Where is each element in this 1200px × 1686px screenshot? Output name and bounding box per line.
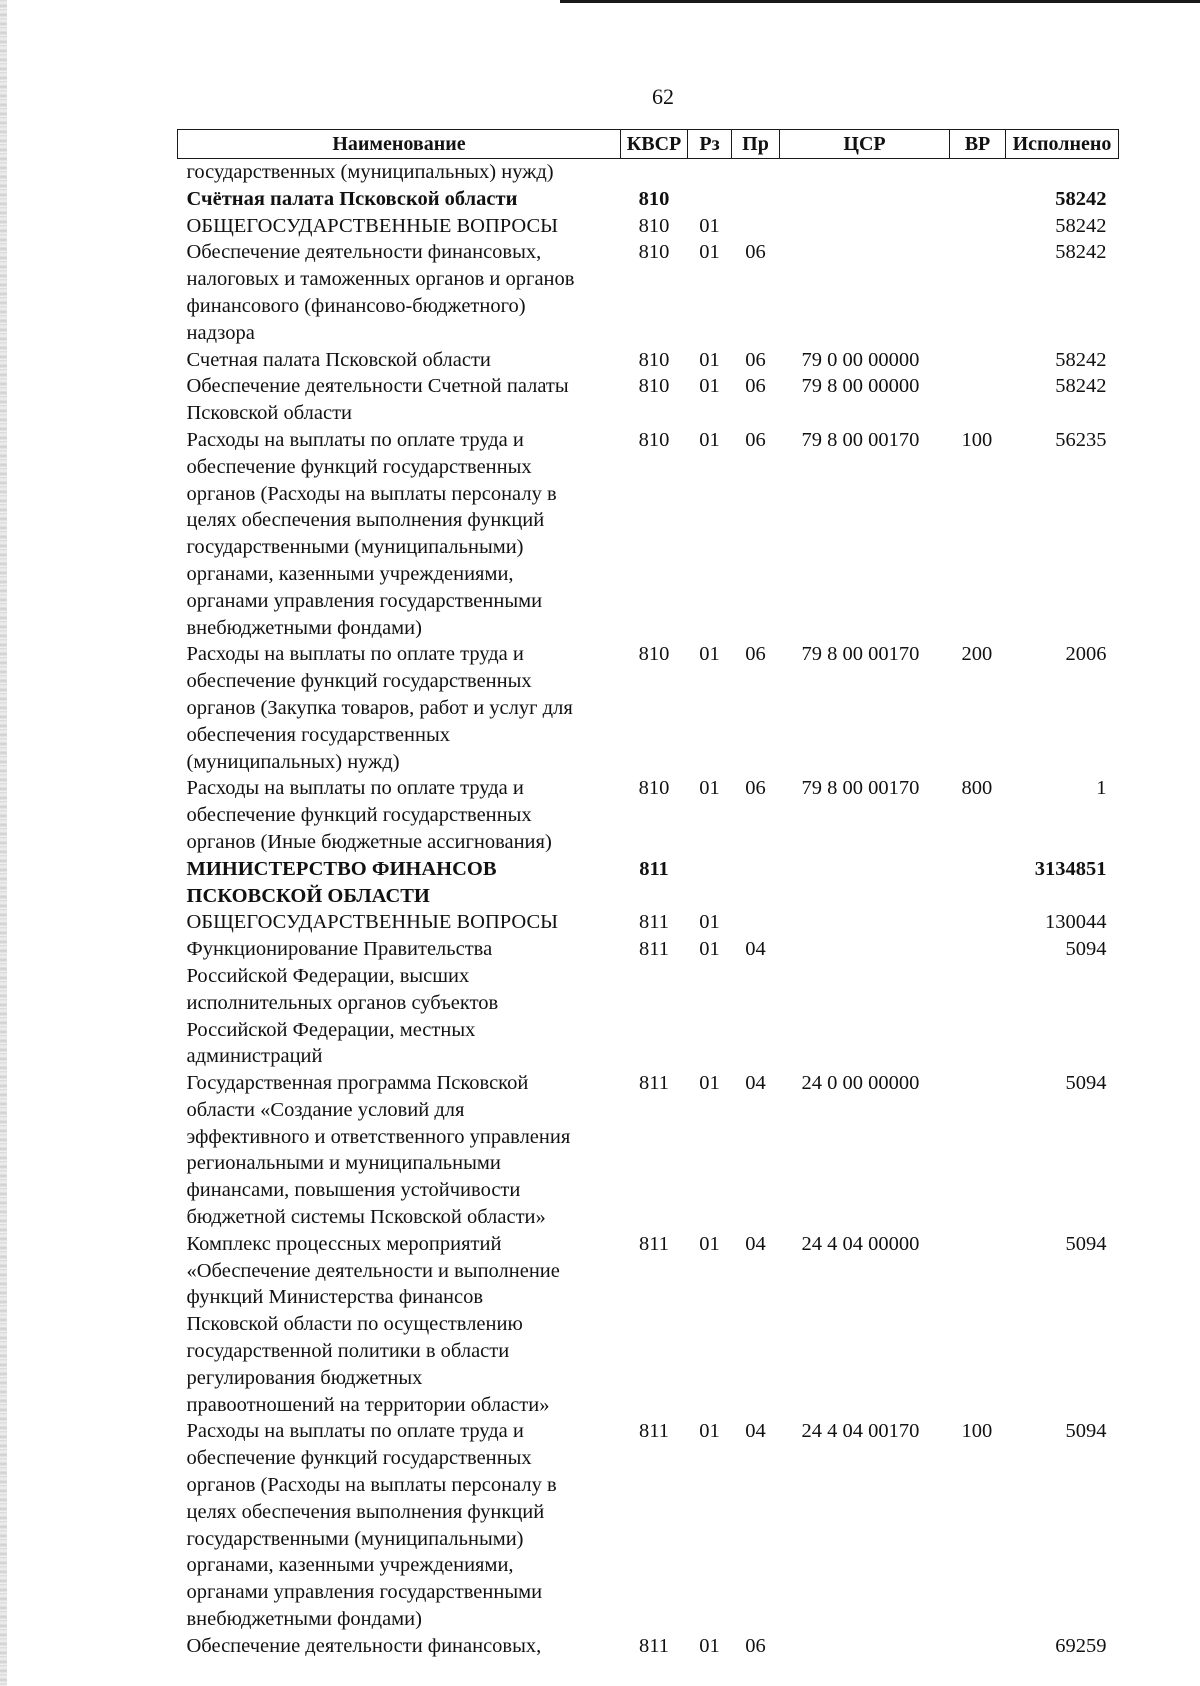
cell-kvsr: 810 bbox=[638, 187, 670, 210]
cell-csr bbox=[780, 856, 950, 910]
cell-pr: 06 bbox=[745, 375, 766, 398]
cell-name: Государственная программа Псковской области «Создание условий для эффективного и ответственного управления региональными и муниципальными финансами, повышения устойчивости бюджетной системы Псковской области» bbox=[186, 1072, 571, 1229]
cell-csr: 24 4 04 00000 bbox=[801, 1232, 920, 1255]
cell-vr: 100 bbox=[961, 1420, 993, 1443]
table-row bbox=[178, 427, 1119, 641]
table-row bbox=[178, 186, 1119, 213]
page-number: 62 bbox=[652, 84, 674, 109]
table-row bbox=[178, 1070, 1119, 1231]
cell-isp: 5094 bbox=[1065, 1072, 1107, 1095]
cell-kvsr bbox=[621, 159, 688, 186]
cell-vr bbox=[950, 213, 1006, 240]
cell-rz: 01 bbox=[699, 938, 720, 961]
cell-rz: 01 bbox=[699, 348, 720, 371]
cell-vr bbox=[950, 909, 1006, 936]
cell-csr: 79 8 00 00170 bbox=[801, 777, 920, 800]
cell-isp: 58242 bbox=[1055, 375, 1107, 398]
cell-name: МИНИСТЕРСТВО ФИНАНСОВ ПСКОВСКОЙ ОБЛАСТИ bbox=[186, 857, 497, 907]
header-pr: Пр bbox=[732, 130, 780, 159]
cell-kvsr: 810 bbox=[638, 241, 670, 264]
cell-isp: 56235 bbox=[1055, 428, 1107, 451]
cell-vr: 100 bbox=[961, 428, 993, 451]
cell-pr bbox=[732, 186, 780, 213]
table-row bbox=[178, 239, 1119, 346]
cell-vr bbox=[950, 239, 1006, 346]
cell-rz: 01 bbox=[699, 643, 720, 666]
cell-kvsr: 810 bbox=[638, 428, 670, 451]
top-rule bbox=[560, 0, 1200, 3]
cell-name: ОБЩЕГОСУДАРСТВЕННЫЕ ВОПРОСЫ bbox=[186, 911, 559, 934]
cell-rz: 01 bbox=[699, 428, 720, 451]
cell-rz: 01 bbox=[699, 1634, 720, 1657]
cell-name: Обеспечение деятельности Счетной палаты Псковской области bbox=[186, 375, 569, 425]
cell-kvsr: 811 bbox=[639, 938, 669, 961]
cell-kvsr: 810 bbox=[638, 643, 670, 666]
cell-vr bbox=[950, 373, 1006, 427]
scan-edge bbox=[0, 0, 7, 1686]
cell-csr bbox=[780, 159, 950, 186]
table-row bbox=[178, 775, 1119, 855]
cell-kvsr: 811 bbox=[639, 1232, 669, 1255]
cell-isp: 69259 bbox=[1055, 1634, 1107, 1657]
cell-csr: 79 0 00 00000 bbox=[801, 348, 920, 371]
cell-pr: 06 bbox=[745, 241, 766, 264]
cell-rz: 01 bbox=[699, 241, 720, 264]
cell-kvsr: 811 bbox=[639, 1420, 669, 1443]
cell-vr bbox=[950, 856, 1006, 910]
cell-vr bbox=[950, 1070, 1006, 1231]
cell-csr: 79 8 00 00000 bbox=[801, 375, 920, 398]
table-row bbox=[178, 856, 1119, 910]
cell-rz: 01 bbox=[699, 777, 720, 800]
cell-name: Расходы на выплаты по оплате труда и обеспечение функций государственных органов (Закупка товаров, работ и услуг для обеспечения государственных (муниципальных) нужд) bbox=[186, 643, 573, 773]
table-row bbox=[178, 1231, 1119, 1419]
cell-pr bbox=[732, 909, 780, 936]
header-isp: Исполнено bbox=[1006, 130, 1119, 159]
cell-vr bbox=[950, 1633, 1006, 1660]
cell-pr: 04 bbox=[745, 1072, 766, 1095]
budget-execution-table bbox=[177, 129, 1119, 1660]
header-name: Наименование bbox=[178, 130, 621, 159]
cell-pr: 06 bbox=[745, 348, 766, 371]
cell-isp: 1 bbox=[1096, 777, 1107, 800]
cell-isp: 58242 bbox=[1055, 187, 1107, 210]
header-kvsr: КВСР bbox=[621, 130, 688, 159]
cell-isp: 5094 bbox=[1065, 1232, 1107, 1255]
cell-name: Расходы на выплаты по оплате труда и обеспечение функций государственных органов (Иные бюджетные ассигнования) bbox=[186, 777, 552, 853]
cell-pr bbox=[732, 213, 780, 240]
header-row bbox=[178, 130, 1119, 159]
cell-csr bbox=[780, 936, 950, 1070]
cell-kvsr: 810 bbox=[638, 214, 670, 237]
cell-rz: 01 bbox=[699, 1072, 720, 1095]
cell-csr bbox=[780, 213, 950, 240]
cell-isp: 5094 bbox=[1065, 938, 1107, 961]
cell-csr: 24 0 00 00000 bbox=[801, 1072, 920, 1095]
cell-name: Счётная палата Псковской области bbox=[186, 187, 518, 210]
cell-isp: 58242 bbox=[1055, 241, 1107, 264]
table-row bbox=[178, 1418, 1119, 1632]
table-body bbox=[178, 159, 1119, 1660]
cell-kvsr: 811 bbox=[639, 911, 669, 934]
cell-rz bbox=[688, 186, 732, 213]
cell-name: Расходы на выплаты по оплате труда и обеспечение функций государственных органов (Расходы на выплаты персоналу в целях обеспечения выполнения функций государственными (муниципальными) органами, казенными учреждениями, органами управления государственными внебюджетными фондами) bbox=[186, 1420, 557, 1631]
cell-csr: 24 4 04 00170 bbox=[801, 1420, 920, 1443]
cell-pr bbox=[732, 159, 780, 186]
table-header bbox=[178, 130, 1119, 159]
cell-rz: 01 bbox=[699, 214, 720, 237]
cell-vr bbox=[950, 186, 1006, 213]
table-row bbox=[178, 641, 1119, 775]
cell-csr: 79 8 00 00170 bbox=[801, 428, 920, 451]
cell-csr: 79 8 00 00170 bbox=[801, 643, 920, 666]
cell-isp bbox=[1006, 159, 1119, 186]
cell-isp: 2006 bbox=[1065, 643, 1107, 666]
header-vr: ВР bbox=[950, 130, 1006, 159]
cell-pr: 04 bbox=[745, 938, 766, 961]
table-row bbox=[178, 909, 1119, 936]
cell-csr bbox=[780, 1633, 950, 1660]
cell-csr bbox=[780, 186, 950, 213]
cell-name: Счетная палата Псковской области bbox=[186, 348, 491, 371]
cell-name: Функционирование Правительства Российской Федерации, высших исполнительных органов субъектов Российской Федерации, местных администраций bbox=[186, 938, 499, 1068]
cell-isp: 5094 bbox=[1065, 1420, 1107, 1443]
cell-isp: 58242 bbox=[1055, 348, 1107, 371]
table-row bbox=[178, 936, 1119, 1070]
cell-vr: 200 bbox=[961, 643, 993, 666]
cell-isp: 130044 bbox=[1045, 911, 1107, 934]
cell-name: Обеспечение деятельности финансовых, bbox=[186, 1634, 542, 1657]
cell-kvsr: 810 bbox=[638, 375, 670, 398]
cell-pr: 06 bbox=[745, 1634, 766, 1657]
cell-kvsr: 811 bbox=[639, 857, 669, 880]
cell-vr bbox=[950, 936, 1006, 1070]
cell-isp: 58242 bbox=[1055, 214, 1107, 237]
cell-kvsr: 810 bbox=[638, 348, 670, 371]
header-rz: Рз bbox=[688, 130, 732, 159]
cell-rz bbox=[688, 159, 732, 186]
cell-rz bbox=[688, 856, 732, 910]
table-row bbox=[178, 159, 1119, 186]
cell-pr: 04 bbox=[745, 1420, 766, 1443]
cell-kvsr: 810 bbox=[638, 777, 670, 800]
cell-pr: 06 bbox=[745, 643, 766, 666]
cell-vr bbox=[950, 159, 1006, 186]
table-row bbox=[178, 1633, 1119, 1660]
table-row bbox=[178, 373, 1119, 427]
cell-isp: 3134851 bbox=[1034, 857, 1107, 880]
cell-name: Комплекс процессных мероприятий «Обеспечение деятельности и выполнение функций Министерства финансов Псковской области по осуществлению государственной политики в области регулирования бюджетных правоотношений на территории области» bbox=[186, 1232, 560, 1416]
cell-csr bbox=[780, 239, 950, 346]
cell-rz: 01 bbox=[699, 1420, 720, 1443]
cell-rz: 01 bbox=[699, 1232, 720, 1255]
cell-pr: 04 bbox=[745, 1232, 766, 1255]
header-csr: ЦСР bbox=[780, 130, 950, 159]
cell-kvsr: 811 bbox=[639, 1072, 669, 1095]
cell-rz: 01 bbox=[699, 911, 720, 934]
cell-vr bbox=[950, 347, 1006, 374]
cell-name: ОБЩЕГОСУДАРСТВЕННЫЕ ВОПРОСЫ bbox=[186, 214, 559, 237]
cell-vr: 800 bbox=[961, 777, 993, 800]
cell-name: Расходы на выплаты по оплате труда и обеспечение функций государственных органов (Расходы на выплаты персоналу в целях обеспечения выполнения функций государственными (муниципальными) органами, казенными учреждениями, органами управления государственными внебюджетными фондами) bbox=[186, 428, 557, 639]
cell-rz: 01 bbox=[699, 375, 720, 398]
table-row bbox=[178, 213, 1119, 240]
cell-pr bbox=[732, 856, 780, 910]
cell-kvsr: 811 bbox=[639, 1634, 669, 1657]
cell-pr: 06 bbox=[745, 428, 766, 451]
cell-pr: 06 bbox=[745, 777, 766, 800]
cell-csr bbox=[780, 909, 950, 936]
cell-name: Обеспечение деятельности финансовых, налоговых и таможенных органов и органов финансового (финансово-бюджетного) надзора bbox=[186, 241, 575, 344]
table-row bbox=[178, 347, 1119, 374]
cell-vr bbox=[950, 1231, 1006, 1419]
cell-name: государственных (муниципальных) нужд) bbox=[186, 161, 554, 183]
